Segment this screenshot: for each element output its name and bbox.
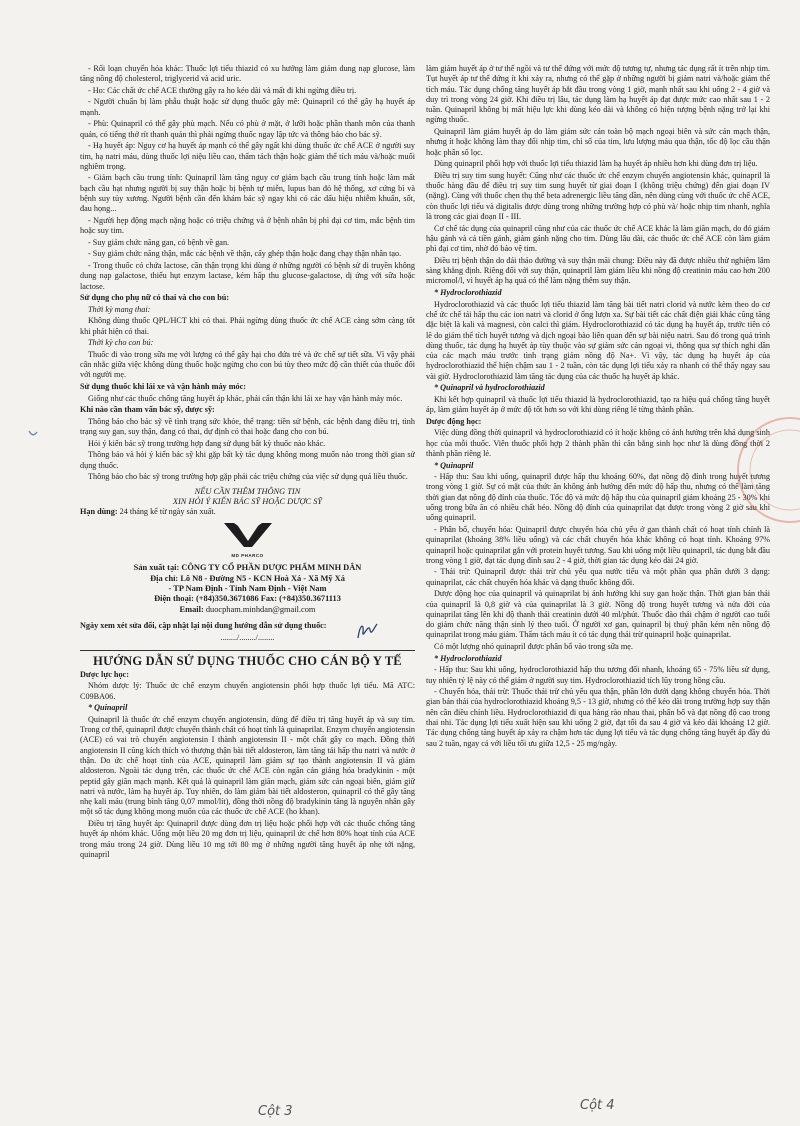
paragraph: - Ho: Các chất ức chế ACE thường gây ra ho kéo dài và mất đi khi ngừng điều trị.	[88, 85, 357, 95]
paragraph: * Quinapril	[88, 703, 128, 713]
paragraph: - Suy giảm chức năng thận, mắc các bệnh về thận, cấy ghép thận hoặc đang chạy thận nhân tạo.	[88, 249, 402, 259]
shelf-life	[80, 507, 415, 517]
paragraph: * Hydroclorothiazid	[434, 288, 502, 298]
paragraph: - Người chuẩn bị làm phẫu thuật hoặc sử dụng thuốc gây mê: Quinapril có thể gây hạ huyết áp mạnh.	[80, 97, 415, 117]
paragraph: * Quinapril và hydroclorothiazid	[434, 383, 545, 393]
paragraph: - Phân bố, chuyển hóa: Quinapril được chuyển hóa chủ yếu ở gan thành chất có hoạt tính chính là quinaprilat (khoảng 38% liều uống) và các chất chuyển hóa khác không có hoạt tính. Khoảng 97% quinapril hoặc quinaprilat gắn với protein huyết tương. Sau khi uống một liều quinapril, tác dụng bắt đầu trong vòng 1 giờ, đạt tác dụng đỉnh sau 2 - 4 giờ, thời gian tác dụng kéo dài 24 giờ.	[426, 524, 770, 565]
paragraph: Điều trị tăng huyết áp: Quinapril được dùng đơn trị liệu hoặc phối hợp với các thuốc chống tăng huyết áp nhóm khác. Uống một liều 20 mg đơn trị liệu, quinapril ức chế hơn 80% hoạt tính của ACE trong máu trong 24 giờ. Dùng liều 10 mg tới 80 mg ở những người tăng huyết áp nhẹ tới nặng, quinapril	[80, 819, 415, 859]
left-paragraphs-2	[80, 670, 415, 861]
paragraph: Hỏi ý kiến bác sỹ trong trường hợp đang sử dụng bất kỳ thuốc nào khác.	[88, 438, 326, 448]
md-pharco-logo-icon	[220, 521, 276, 551]
paragraph: - Giảm bạch cầu trung tính: Quinapril làm tăng nguy cơ giảm bạch cầu trung tính hoặc làm mất bạch cầu hạt nhưng người bị suy thận hoặc bị bệnh tự miễn, lupus ban đỏ hệ thống, xơ cứng bì và bệnh suy tủy xương. Người bệnh cần đến khám bác sỹ ngay khi có các dấu hiệu nhiễm khuẩn, sốt, đau họng...	[80, 173, 415, 214]
paragraph: Dược lực học:	[80, 669, 129, 679]
paragraph: Khi kết hợp quinapril và thuốc lợi tiểu thiazid là hydroclorothiazid, tạo ra hiệu quả chống tăng huyết áp, làm giảm huyết áp ở mức độ tốt hơn so với khi dùng riêng lẻ từng thành phần.	[426, 394, 770, 415]
paragraph: * Hydroclorothiazid	[434, 653, 502, 663]
paragraph: Quinapril là thuốc ức chế enzym chuyển angiotensin, dùng để điều trị tăng huyết áp và suy tim. Trong cơ thể, quinapril được chuyển thành chất có hoạt tính là quinaprilat. Enzym chuyển angiotensin (ACE) có vai trò chuyển angiotensin I thành angiotensin II - một chất gây co mạch. Đồng thời angiotensin II cũng kích thích vỏ thượng thận bài tiết aldosteron, làm tăng tái hấp thu natri và nước ở thận. Do ức chế hoạt tính của ACE, quinapril làm giảm sự tạo thành angiotensin II và giảm aldosteron. Ngoài tác dụng trên, các thuốc ức chế ACE còn ngăn cản giáng hóa bradykinin - một peptid gây giãn mạch mạnh. Kết quả là quinapril làm giãn mạch, giảm sức cản ngoại biên, giảm giữ natri và nước, làm hạ huyết áp. Tuy nhiên, do làm giảm bài tiết aldosteron, quinapril có thể gây tăng nhẹ kali máu (trung bình tăng 0,07 mmol/lít), đồng thời nồng độ bradykinin tăng là nguyên nhân gây một số tác dụng không mong muốn của các thuốc ức chế ACE (ho khan).	[80, 714, 415, 817]
paragraph: - Trong thuốc có chứa lactose, cần thận trọng khi dùng ở những người có bệnh sử di truyền không dung nạp galactose, thiếu hụt enzym lactase, kém hấp thu glucose-galactose, dị ứng với sữa hoặc lactose.	[80, 261, 415, 291]
paragraph: Thuốc đi vào trong sữa mẹ với lượng có thể gây hại cho đứa trẻ và ức chế sự tiết sữa. Vì vậy phải cân nhắc giữa việc không dùng thuốc hoặc ngừng cho con bú tùy theo mức độ cần thiết của thuốc đối với người mẹ.	[80, 349, 415, 380]
footnote-right: Cột 4	[580, 1098, 615, 1113]
paragraph: Việc dùng đồng thời quinapril và hydroclorothiazid có ít hoặc không có ảnh hưởng trên khả dụng sinh học của mỗi thuốc. Viên thuốc phối hợp 2 thành phần thì cân bằng sinh học như là dùng đồng thời 2 thành phần riêng lẻ.	[426, 428, 770, 458]
paragraph: Thông báo cho bác sỹ về tình trạng sức khỏe, thể trạng: tiền sử bệnh, các bệnh đang điều trị, tình trạng suy gan, suy thận, đang có thai, dự định có thai hoặc đang cho con bú.	[80, 416, 415, 437]
paragraph: Dược động học của quinapril và quinaprilat bị ảnh hưởng khi suy gan hoặc thận. Thời gian bán thải của quinapril là 0,8 giờ và của quinaprilat là 3 giờ. Nồng độ trong huyết tương và nửa đời của quinaprilat tăng lên khi độ thanh thải creatinin dưới 40 ml/phút. Thuốc đào thải chậm ở người cao tuổi do giảm chức năng thận sinh lý theo tuổi. Ở người xơ gan, quinapril bị thuỷ phân kém nên nồng độ quinaprilat trong máu giảm. Thẩm tách máu ít có tác dụng thải trừ quinapril hoặc quinaprilat.	[426, 589, 770, 640]
punch-hole	[28, 425, 38, 443]
manufacturer-line-2: Địa chỉ: Lô N8 - Đường N5 - KCN Hoà Xá - Xã Mỹ Xá	[150, 573, 345, 583]
revision-date-label: Ngày xem xét sửa đổi, cập nhật lại nội dung hướng dẫn sử dụng thuốc:	[80, 621, 327, 631]
left-paragraphs	[80, 64, 415, 483]
paragraph: Không dùng thuốc QPL/HCT khi có thai. Phải ngừng dùng thuốc ức chế ACE càng sớm càng tốt khi phát hiện có thai.	[80, 316, 415, 336]
notice-line-1: NẾU CẦN THÊM THÔNG TIN	[194, 486, 301, 496]
paragraph: Cơ chế tác dụng của quinapril cũng như của các thuốc ức chế ACE khác là làm giãn mạch, do đó giảm hậu gánh và cả tiền gánh, giảm gánh nặng cho tim. Dùng lâu dài, các thuốc ức chế ACE còn làm giảm phì đại cơ tim, nhờ đó bảo vệ tim.	[426, 223, 770, 254]
paragraph: Điều trị suy tim sung huyết: Cũng như các thuốc ức chế enzym chuyển angiotensin khác, quinapril là thuốc hàng đầu để điều trị suy tim sung huyết từ giai đoạn I (không triệu chứng) đến giai đoạn IV (nặng). Cùng với thuốc chẹn thụ thể beta adrenergic liều tăng dần, nên dùng cùng với thuốc ức chế ACE, còn thuốc lợi tiểu và digitalis được dùng trong những trường hợp có phù và/ hoặc nhịp tim nhanh, nghĩa là trong các giai đoạn II - III.	[426, 170, 770, 222]
paragraph: Hydroclorothiazid và các thuốc lợi tiểu thiazid làm tăng bài tiết natri clorid và nước kèm theo do cơ chế ức chế tái hấp thu các ion natri và clorid ở ống lượn xa. Sự bài tiết các chất điện giải khác cũng tăng đặc biệt là kali và magnesi, còn calci thì giảm. Hydroclorothiazid có tác dụng hạ huyết áp, trước tiên có lẽ do giảm thể tích huyết tương và dịch ngoại bào liên quan đến sự bài niệu natri. Sau đó trong quá trình dùng thuốc, tác dụng hạ huyết áp tùy thuộc vào sự giảm sức cản ngoại vi, thông qua sự thích nghi dần của các mạch máu trước tình trạng giảm nồng độ Na+. Vì vậy, tác dụng hạ huyết áp của hydroclorothiazid thể hiện chậm sau 1 - 2 tuần, còn tác dụng lợi tiểu xảy ra nhanh có thể thấy ngay sau vài giờ. Hydroclorothiazid làm tăng tác dụng của các thuốc hạ huyết áp khác.	[426, 299, 770, 381]
email-label: Email:	[179, 604, 204, 614]
paragraph: - Suy giảm chức năng gan, có bệnh về gan.	[88, 237, 230, 247]
paragraph: Thời kỳ cho con bú:	[88, 338, 154, 348]
paragraph: làm giảm huyết áp ở tư thế ngồi và tư thế đứng với mức độ tương tự, nhưng tác dụng rất ít trên nhịp tim. Tụt huyết áp tư thế đứng ít khi xảy ra, nhưng có thể gặp ở những người bị giảm natri và/hoặc giảm thể tích máu. Tác dụng chống tăng huyết áp bắt đầu trong vòng 1 giờ, mạnh nhất sau khi uống 2 - 4 giờ và duy trì trong vòng 24 giờ. Khi điều trị lâu, tác dụng làm hạ huyết áp đạt được mức cao nhất sau 1 - 2 tuần. Quinapril không bị mất hiệu lực khi dùng kéo dài và không có hiện tượng bệnh nặng trở lại khi ngừng thuốc.	[426, 64, 770, 125]
paragraph: - Rối loạn chuyển hóa khác: Thuốc lợi tiểu thiazid có xu hướng làm giảm dung nạp glucose, làm tăng nồng độ cholesterol, triglycerid và acid uric.	[80, 64, 415, 84]
manufacturer-line-4: Điện thoại: (+84)350.3671086 Fax: (+84)350.3671113	[154, 594, 341, 604]
company-stamp	[730, 410, 800, 535]
paragraph: Dược động học:	[426, 416, 482, 426]
paragraph: Có một lượng nhỏ quinapril được phân bố vào trong sữa mẹ.	[434, 642, 633, 652]
manufacturer-block	[80, 563, 415, 615]
paragraph: Quinapril làm giảm huyết áp do làm giảm sức cản toàn bộ mạch ngoại biên và sức cản mạch thận, nhưng ít hoặc không làm thay đổi nhịp tim, chỉ số của tim, lưu lượng máu qua thận, tốc độ lọc cầu thận hoặc phân số lọc.	[426, 127, 770, 157]
paragraph: Giống như các thuốc chống tăng huyết áp khác, phải cẩn thận khi lái xe hay vận hành máy móc.	[88, 393, 403, 403]
footnote-left: Cột 3	[258, 1104, 293, 1119]
manufacturer-line-3: - TP Nam Định - Tỉnh Nam Định - Việt Nam	[168, 583, 327, 593]
paragraph: - Hạ huyết áp: Nguy cơ hạ huyết áp mạnh có thể gây ngất khi dùng thuốc ức chế ACE ở người suy tim, hạ natri máu, dùng thuốc lợi niệu liều cao, thẩm tách thận hoặc giảm thể tích máu và/hoặc muối nghiêm trọng.	[80, 141, 415, 171]
left-column	[80, 64, 415, 1004]
paragraph: Sử dụng cho phụ nữ có thai và cho con bú:	[80, 293, 230, 303]
notice-line-2: XIN HỎI Ý KIẾN BÁC SỸ HOẶC DƯỢC SỸ	[172, 496, 323, 506]
section-title-professional: HƯỚNG DẪN SỬ DỤNG THUỐC CHO CÁN BỘ Y TẾ	[80, 650, 415, 668]
revision-date-dots: ......../......../........	[220, 633, 275, 643]
right-paragraphs	[426, 64, 770, 749]
paragraph: - Thải trừ: Quinapril được thải trừ chủ yếu qua nước tiểu và một phần qua phân dưới 3 dạng: quinaprilat, các chất chuyển hóa khác và dạng thuốc không đổi.	[426, 567, 770, 587]
paragraph: Thông báo và hỏi ý kiến bác sỹ khi gặp bất kỳ tác dụng không mong muốn nào trong thời gian sử dụng thuốc.	[80, 450, 415, 470]
paragraph: - Người hẹp động mạch nặng hoặc có triệu chứng và ở bệnh nhân bị phì đại cơ tim, mắc bệnh tim hoặc suy tim.	[80, 215, 415, 236]
logo-text: MD PHARCO	[231, 552, 264, 558]
company-logo	[80, 521, 415, 561]
paragraph: Sử dụng thuốc khi lái xe và vận hành máy móc:	[80, 382, 246, 392]
manufacturer-email	[80, 605, 415, 615]
paragraph: - Hấp thu: Sau khi uống, quinapril được hấp thu khoảng 60%, đạt nồng độ đỉnh trong huyết tương trong vòng 1 giờ. Sự có mặt của thức ăn không ảnh hưởng đến mức độ hấp thu, nhưng có thể làm tăng thời gian đạt nồng độ đỉnh của thuốc. Tốc độ và mức độ hấp thu của quinapril giảm khoảng 25 - 30% khi uống trong bữa ăn có nhiều chất béo. Nồng độ đỉnh của quinaprilat đạt được trong vòng 2 giờ sau khi uống quinapril.	[426, 472, 770, 523]
paragraph: Khi nào cần tham vấn bác sỹ, dược sỹ:	[80, 405, 215, 415]
paragraph: - Phù: Quinapril có thể gây phù mạch. Nếu có phù ở mặt, ở lưỡi hoặc phần thanh môn của thanh quản, có tiếng thở rít thanh quản thì phải ngừng thuốc ngay lập tức và thông báo cho bác sỹ.	[80, 119, 415, 139]
paragraph: * Quinapril	[434, 460, 474, 470]
email-value: duocpham.minhdan@gmail.com	[203, 604, 316, 614]
paragraph: - Hấp thu: Sau khi uống, hydroclorothiazid hấp thu tương đối nhanh, khoảng 65 - 75% liều sử dụng, tuy nhiên tỷ lệ này có thể giảm ở người suy tim. Hydroclorothiazid tích lũy trong hồng cầu.	[426, 665, 770, 685]
paragraph: - Chuyển hóa, thải trừ: Thuốc thải trừ chủ yếu qua thận, phần lớn dưới dạng không chuyển hóa. Thời gian bán thải của hydroclorothiazid khoảng 9,5 - 13 giờ, nhưng có thể kéo dài trong trường hợp suy thận nên cần điều chỉnh liều. Hydroclorothiazid đi qua hàng rào nhau thai, phân bố và đạt nồng độ cao trong thai nhi. Tác dụng lợi tiểu xuất hiện sau khi uống 2 giờ, đạt tối đa sau 4 giờ và kéo dài khoảng 12 giờ. Tác dụng chống tăng huyết áp xảy ra chậm hơn tác dụng lợi tiểu và tác dụng chống tăng huyết áp đầy đủ sau 2 tuần, ngay cả với liều tối ưu giữa 12,5 - 25 mg/ngày.	[426, 687, 770, 748]
signature	[355, 620, 379, 647]
paragraph: Thời kỳ mang thai:	[88, 304, 151, 314]
notice	[80, 487, 415, 507]
shelf-life-value: 24 tháng kể từ ngày sản xuất.	[117, 506, 216, 516]
paragraph: Nhóm dược lý: Thuốc ức chế enzym chuyển angiotensin phối hợp thuốc lợi tiểu. Mã ATC: C09BA06.	[80, 681, 415, 701]
shelf-life-label: Hạn dùng:	[80, 506, 118, 516]
right-column	[426, 64, 770, 1064]
manufacturer-line-1: Sản xuất tại: CÔNG TY CỔ PHẦN DƯỢC PHẨM MINH DÂN	[133, 563, 362, 573]
paragraph: Điều trị bệnh thận do đái tháo đường và suy thận mãi chung: Điều này đã được nhiều thử nghiệm lâm sàng khẳng định. Riêng đối với suy thận, quinapril làm giảm liều khi nồng độ creatinin máu cao hơn 200 micromol/l, vì huyết áp hạ quá có thể làm nặng thêm suy thận.	[426, 255, 770, 286]
paragraph: Thông báo cho bác sỹ trong trường hợp gặp phải các triệu chứng của việc sử dụng quá liều thuốc.	[88, 472, 408, 482]
paragraph: Dùng quinapril phối hợp với thuốc lợi tiểu thiazid làm hạ huyết áp nhiều hơn khi dùng đơn trị liệu.	[434, 159, 758, 169]
